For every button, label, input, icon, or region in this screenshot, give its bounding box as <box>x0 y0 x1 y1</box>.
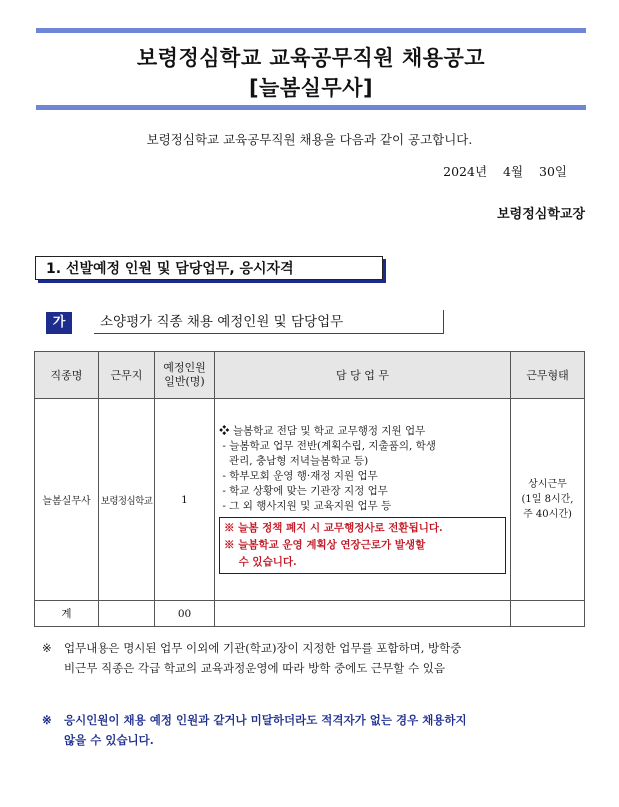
signer: 보령정심학교장 <box>497 207 585 222</box>
section-1-heading: 1. 선발예정 인원 및 담당업무, 응시자격 <box>35 256 383 280</box>
duty-item: ❖ 늘봄학교 전담 및 학교 교무행정 지원 업무 <box>219 424 426 437</box>
duty-item: - 그 외 행사지원 및 교육지원 업무 등 <box>219 499 392 512</box>
note-mark: ※ <box>42 641 52 655</box>
page-subtitle: [늘봄실무사] <box>248 76 374 100</box>
note-1 <box>42 638 590 678</box>
note-1-line-2: 비근무 직종은 각급 학교의 교육과정운영에 따라 방학 중에도 근무할 수 있음 <box>64 661 445 675</box>
recruitment-table <box>34 351 585 627</box>
warning-line: ※ 늘봄 정책 폐지 시 교무행정사로 전환됩니다. <box>224 521 443 534</box>
total-empty <box>215 601 511 627</box>
title-box <box>36 28 586 110</box>
duty-item: - 늘봄학교 업무 전반(계획수립, 지출품의, 학생 관리, 충남형 저녁늘봄학교 등) <box>222 439 436 467</box>
header-job: 직종명 <box>35 352 99 399</box>
note-2 <box>42 710 590 750</box>
note-2-line-1: 응시인원이 채용 예정 인원과 같거나 미달하더라도 적격자가 없는 경우 채용하지 <box>64 713 467 727</box>
header-duties: 담 당 업 무 <box>215 352 511 399</box>
header-work-type: 근무형태 <box>511 352 585 399</box>
announcement-date: 2024년 4월 30일 <box>443 164 567 179</box>
page-title: 보령정심학교 교육공무직원 채용공고 <box>136 46 486 70</box>
cell-duties <box>215 399 511 601</box>
total-label: 계 <box>35 601 99 627</box>
cell-place: 보령정심학교 <box>99 399 155 601</box>
table-header-row <box>35 352 585 399</box>
duty-item: - 학교 상황에 맞는 기관장 지정 업무 <box>219 484 388 497</box>
title-top-bar <box>36 28 586 33</box>
cell-job: 늘봄실무사 <box>35 399 99 601</box>
table-total-row <box>35 601 585 627</box>
header-count: 예정인원 일반(명) <box>155 352 215 399</box>
total-empty <box>511 601 585 627</box>
note-1-line-1: 업무내용은 명시된 업무 이외에 기관(학교)장이 지정한 업무를 포함하며, 방학중 <box>64 641 462 655</box>
header-place: 근무지 <box>99 352 155 399</box>
table-row <box>35 399 585 601</box>
warning-box <box>219 517 506 574</box>
duty-item: - 학부모회 운영 행·재정 지원 업무 <box>219 469 378 482</box>
subsection-marker: 가 <box>46 312 72 334</box>
total-empty <box>99 601 155 627</box>
cell-work-type: 상시근무 (1일 8시간, 주 40시간) <box>511 399 585 601</box>
title-bottom-bar <box>36 105 586 110</box>
warning-line: ※ 늘봄학교 운영 계획상 연장근로가 발생할 수 있습니다. <box>224 538 426 568</box>
intro-text: 보령정심학교 교육공무직원 채용을 다음과 같이 공고합니다. <box>146 132 473 147</box>
total-count: 00 <box>155 601 215 627</box>
cell-count: 1 <box>155 399 215 601</box>
subsection-title: 소양평가 직종 채용 예정인원 및 담당업무 <box>94 310 444 334</box>
note-mark: ※ <box>42 713 52 727</box>
note-2-line-2: 않을 수 있습니다. <box>64 733 154 747</box>
